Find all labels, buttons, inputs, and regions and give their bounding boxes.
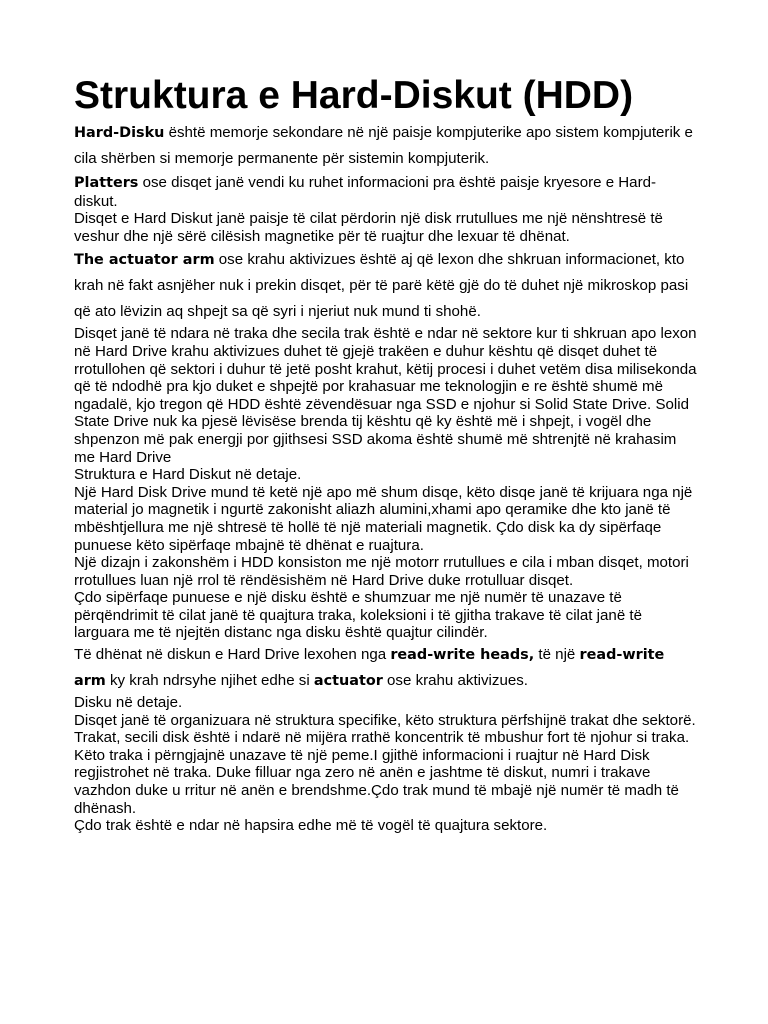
paragraph-read-write-heads	[74, 642, 698, 694]
paragraph-struktura-detaje: Struktura e Hard Diskut në detaje.	[74, 466, 302, 484]
term-actuator: actuator	[313, 673, 383, 690]
paragraph-motorr: Një dizajn i zakonshëm i HDD konsiston me një motorr rrutullues e cila i mban disqet, motori rrotullues luan një rrol të rëndësishëm në Hard Drive duke rrotulluar disqet.	[74, 554, 689, 589]
paragraph-traka-sektore: Disqet janë të ndara në traka dhe secila trak është e ndar në sektore kur ti shkruan apo lexon në Hard Drive krahu aktivizues duhet të gjejë trakëen e duhur kështu që disqet duhet të rrotullohen që sektori i duhur të jetë posht krahut, këtij procesi i duhet vetëm disa milisekonda që të ndodhë pra kjo duket e shpejtë por krahasuar me teknologjin e re është shumë më ngadalë, kjo tregon që HDD është zëvendësuar nga SSD e njohur si Solid State Drive. Solid State Drive nuk ka pjesë lëvisëse brenda tij kështu që ky është më i shpejt, i vogël dhe shpenzon më pak energji por gjithsesi SSD akoma është shumë më shtrenjtë në krahasim me Hard Drive	[74, 325, 697, 466]
paragraph-disku-detaje: Disku në detaje.	[74, 694, 183, 712]
document-page	[74, 74, 698, 835]
paragraph-text: të një	[534, 646, 580, 664]
term-platters: Platters	[74, 175, 139, 191]
paragraph-text: ose disqet janë vendi ku ruhet informacioni pra është paisje kryesore e Hard-diskut.	[74, 174, 657, 210]
term-hard-disku: Hard-Disku	[74, 125, 165, 141]
paragraph-actuator-arm	[74, 247, 698, 325]
paragraph-text: Të dhënat në diskun e Hard Drive lexohen nga	[74, 646, 391, 664]
page-title: Struktura e Hard-Diskut (HDD)	[74, 74, 634, 117]
paragraph-trakat: Trakat, secili disk është i ndarë në mijëra rrathë koncentrik të mbushur fort të njohur si traka. Këto traka i përngjajnë unazave të një peme.I gjithë informacioni i ruajtur në Hard Disk regjistrohet në traka. Duke filluar nga zero në anën e jashtme të diskut, numri i trakave vazhdon duke u rritur në anën e brendshme.Çdo trak mund të mbajë një numër të madh të dhënash.	[74, 729, 690, 817]
paragraph-text: ose krahu aktivizues është aj që lexon dhe shkruan informacionet, kto krah në fakt asnjëher nuk i prekin disqet, për të parë këtë gjë do të duhet një mikroskop pasi që ato lëvizin aq shpejt sa që syri i njeriut nuk mund ti shohë.	[74, 251, 689, 321]
paragraph-struktura-specifike: Disqet janë të organizuara në struktura specifike, këto struktura përfshijnë trakat dhe sektorë.	[74, 711, 696, 729]
paragraph-hard-disk	[74, 120, 698, 172]
paragraph-text: ose krahu aktivizues.	[382, 672, 528, 690]
term-read-write-heads: read-write heads,	[390, 647, 535, 664]
paragraph-text: ky krah ndrsyhe njihet edhe si	[105, 672, 314, 690]
paragraph-cilinder: Çdo sipërfaqe punuese e një disku është e shumzuar me një numër të unazave të përqëndrimit të cilat janë të quajtura traka, koleksioni i të gjitha trakave të cilat janë të larguara me të njejtën distanc nga disku është quajtur cilindër.	[74, 589, 642, 642]
paragraph-sektore: Çdo trak është e ndar në hapsira edhe më të vogël të quajtura sektore.	[74, 817, 548, 835]
term-read-write-arm: read-write arm	[74, 647, 665, 690]
paragraph-text: është memorje sekondare në një paisje kompjuterike apo sistem kompjuterik e cila shërben si memorje permanente për sistemin kompjuterik.	[74, 124, 693, 167]
paragraph-disqe: Një Hard Disk Drive mund të ketë një apo më shum disqe, këto disqe janë të krijuara nga një material jo magnetik i ngurtë zakonisht aliazh alumini,xhami apo qeramike dhe kto janë të mbështjellura me një shtresë të hollë të një materiali magnetik. Çdo disk ka dy sipërfaqe punuese këto sipërfaqe mbajnë të dhënat e ruajtura.	[74, 483, 693, 554]
paragraph-disqet: Disqet e Hard Diskut janë paisje të cilat përdorin një disk rrutullues me një nënshtresë të veshur dhe një sërë cilësish magnetike për të ruajtur dhe lexuar të dhënat.	[74, 210, 663, 245]
term-actuator-arm: The actuator arm	[74, 252, 215, 269]
paragraph-platters	[74, 174, 698, 210]
